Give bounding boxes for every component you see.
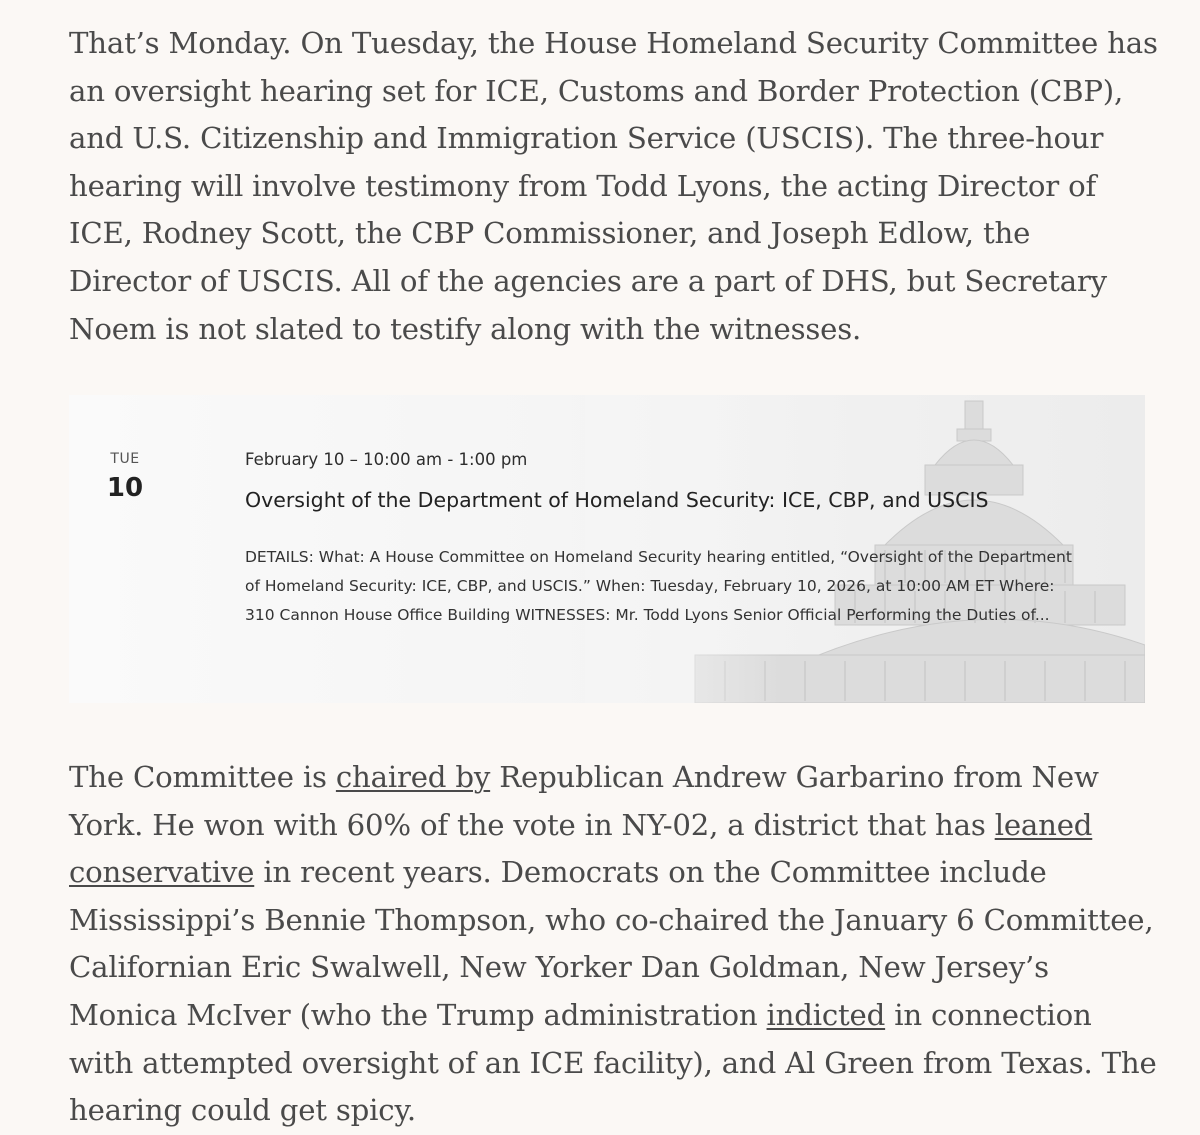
event-day-number: 10 bbox=[106, 473, 144, 503]
event-time: February 10 – 10:00 am - 1:00 pm bbox=[245, 450, 528, 469]
event-day-of-week: TUE bbox=[110, 451, 140, 467]
event-title-link[interactable]: Oversight of the Department of Homeland Security: ICE, CBP, and USCIS bbox=[245, 488, 989, 512]
paragraph-text: Republican Andrew Garbarino from New York. He won with 60% of the vote in NY-02, a district that has bbox=[69, 760, 1099, 842]
paragraph-text: in connection with attempted oversight of an ICE facility), and Al Green from Texas. The hearing could get spicy. bbox=[69, 997, 1157, 1128]
event-details: DETAILS: What: A House Committee on Homeland Security hearing entitled, “Oversight of the Department of Homeland Security: ICE, CBP, and USCIS.” When: Tuesday, February 10, 2026, at 10:00 AM ET Where: 310 Cannon House Office Building WITNESSES: Mr. Todd Lyons Senior Official Performing the Duties of... bbox=[245, 548, 1072, 625]
paragraph-text: The Committee is bbox=[69, 760, 336, 794]
indicted-link[interactable]: indicted bbox=[766, 997, 886, 1032]
event-card[interactable] bbox=[69, 395, 1145, 703]
chaired-by-link[interactable]: chaired by bbox=[335, 760, 491, 794]
leaned-conservative-link[interactable]: leaned conservative bbox=[69, 807, 1093, 890]
article-paragraph-intro: That’s Monday. On Tuesday, the House Homeland Security Committee has an oversight hearing set for ICE, Customs and Border Protection (CBP), and U.S. Citizenship and Immigration Service (USCIS). The three-hour hearing will involve testimony from Todd Lyons, the acting Director of ICE, Rodney Scott, the CBP Commissioner, and Joseph Edlow, the Director of USCIS. All of the agencies are a part of DHS, but Secretary Noem is not slated to testify along with the witnesses. bbox=[69, 26, 1158, 346]
article-paragraph-committee bbox=[69, 754, 1159, 1135]
event-date-badge bbox=[69, 451, 181, 503]
paragraph-text: in recent years. Democrats on the Committee include Mississippi’s Bennie Thompson, who co-chaired the January 6 Committee, Californian Eric Swalwell, New Yorker Dan Goldman, New Jersey’s Monica McIver (who the Trump administration bbox=[69, 855, 1154, 1032]
